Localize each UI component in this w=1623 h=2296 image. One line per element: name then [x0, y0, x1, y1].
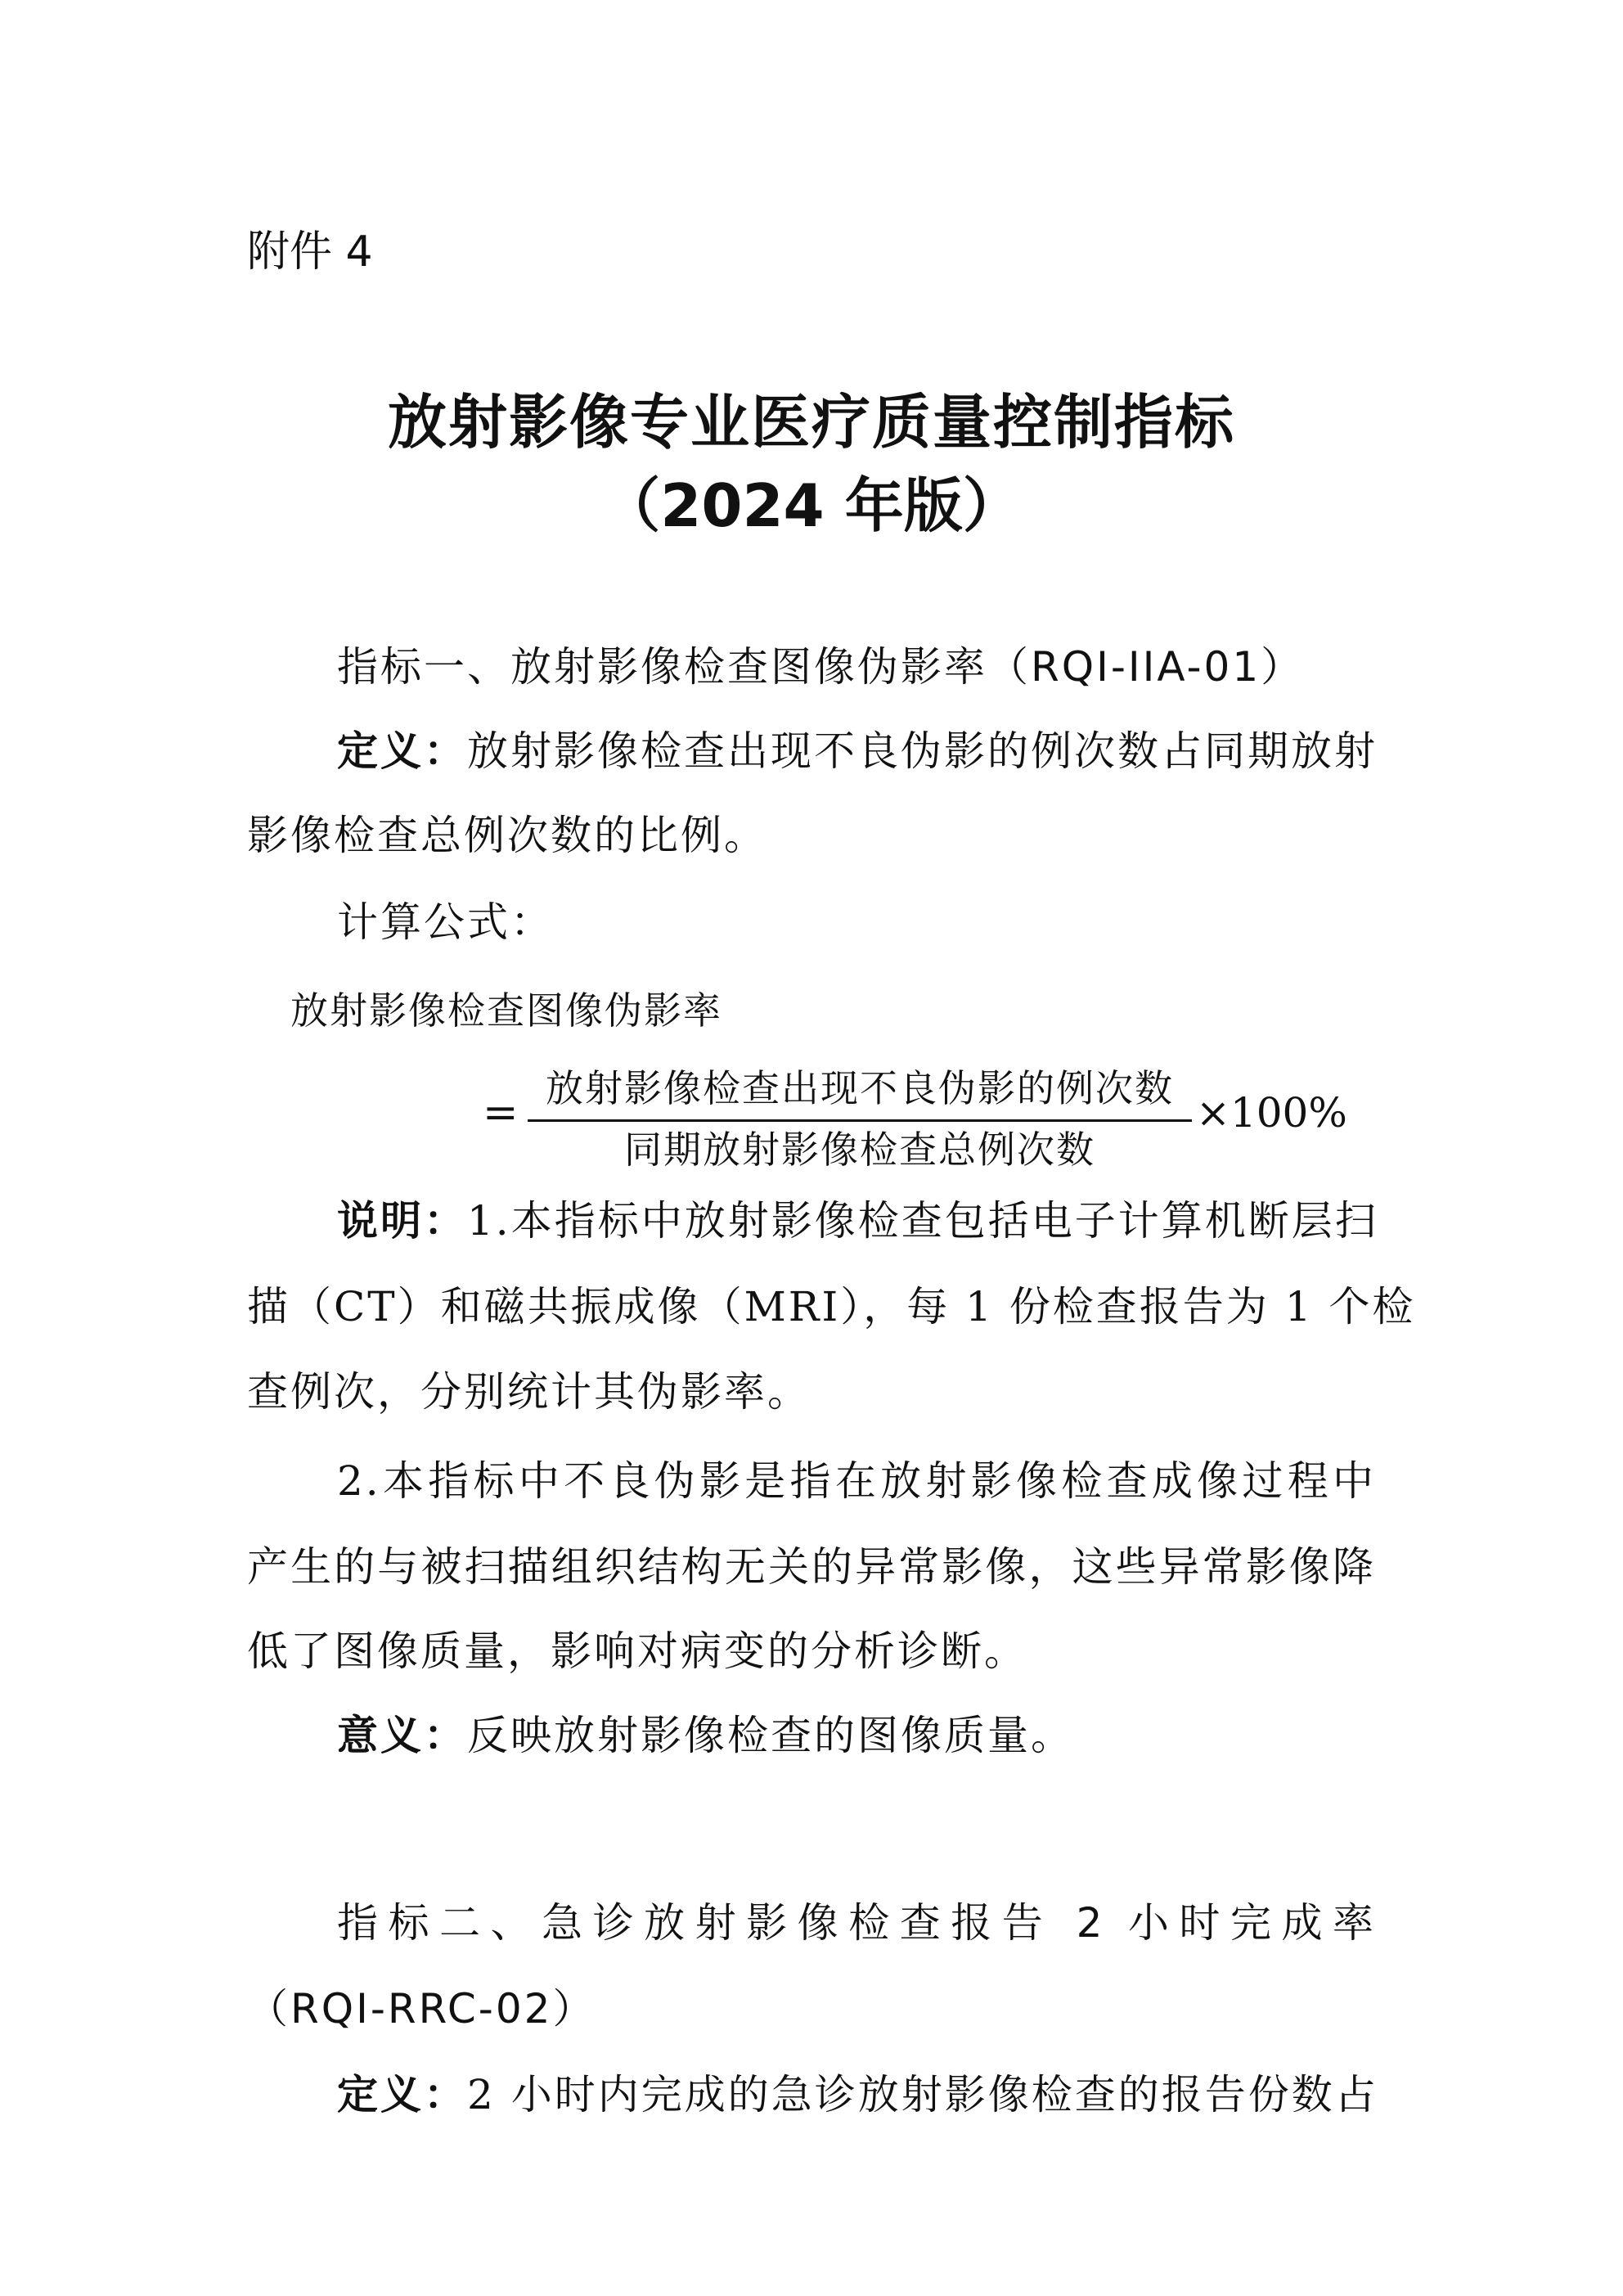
note1-text-cont: 描（CT）和磁共振成像（MRI），每 1 份检查报告为 1 个检 [247, 1283, 1416, 1330]
significance-label: 意义： [337, 1712, 467, 1759]
indicator2-heading-code: （RQI-RRC-02） [247, 1985, 596, 2033]
formula-intro: 计算公式： [337, 898, 554, 946]
formula-multiplier: ×100% [1196, 1089, 1347, 1137]
indicator1-definition [337, 723, 1378, 780]
note-label: 说明： [337, 1197, 467, 1245]
fraction-bar [528, 1119, 1192, 1122]
attachment-label: 附件 4 [247, 227, 373, 277]
definition-text: 2 小时内完成的急诊放射影像检查的报告份数占 [467, 2071, 1378, 2118]
note2-text-end: 低了图像质量，影响对病变的分析诊断。 [247, 1627, 1027, 1675]
indicator2-definition [337, 2066, 1378, 2123]
formula-denominator: 同期放射影像检查总例次数 [624, 1128, 1095, 1172]
note1-text-end: 查例次，分别统计其伪影率。 [247, 1368, 811, 1416]
definition-label: 定义： [337, 2071, 467, 2118]
definition-label: 定义： [337, 727, 467, 775]
significance-text: 反映放射影像检查的图像质量。 [467, 1712, 1074, 1759]
formula-name: 放射影像检查图像伪影率 [290, 988, 722, 1033]
definition-text: 放射影像检查出现不良伪影的例次数占同期放射 [467, 727, 1378, 775]
indicator1-note [337, 1192, 1378, 1249]
document-subtitle: （2024 年版） [601, 471, 1022, 540]
indicator2-heading: 指标二、急诊放射影像检查报告 2 小时完成率 [337, 1899, 1376, 1947]
indicator1-heading: 指标一、放射影像检查图像伪影率（RQI-IIA-01） [337, 643, 1305, 691]
document-title: 放射影像专业医疗质量控制指标 [387, 388, 1235, 457]
formula-equals: = [483, 1088, 519, 1137]
definition-text-cont: 影像检查总例次数的比例。 [247, 812, 767, 859]
note1-text: 1.本指标中放射影像检查包括电子计算机断层扫 [467, 1197, 1378, 1245]
note2-text: 2.本指标中不良伪影是指在放射影像检查成像过程中 [337, 1457, 1376, 1505]
formula-numerator: 放射影像检查出现不良伪影的例次数 [546, 1066, 1174, 1110]
indicator1-significance [337, 1707, 1074, 1764]
note2-text-cont: 产生的与被扫描组织结构无关的异常影像，这些异常影像降 [247, 1543, 1376, 1591]
